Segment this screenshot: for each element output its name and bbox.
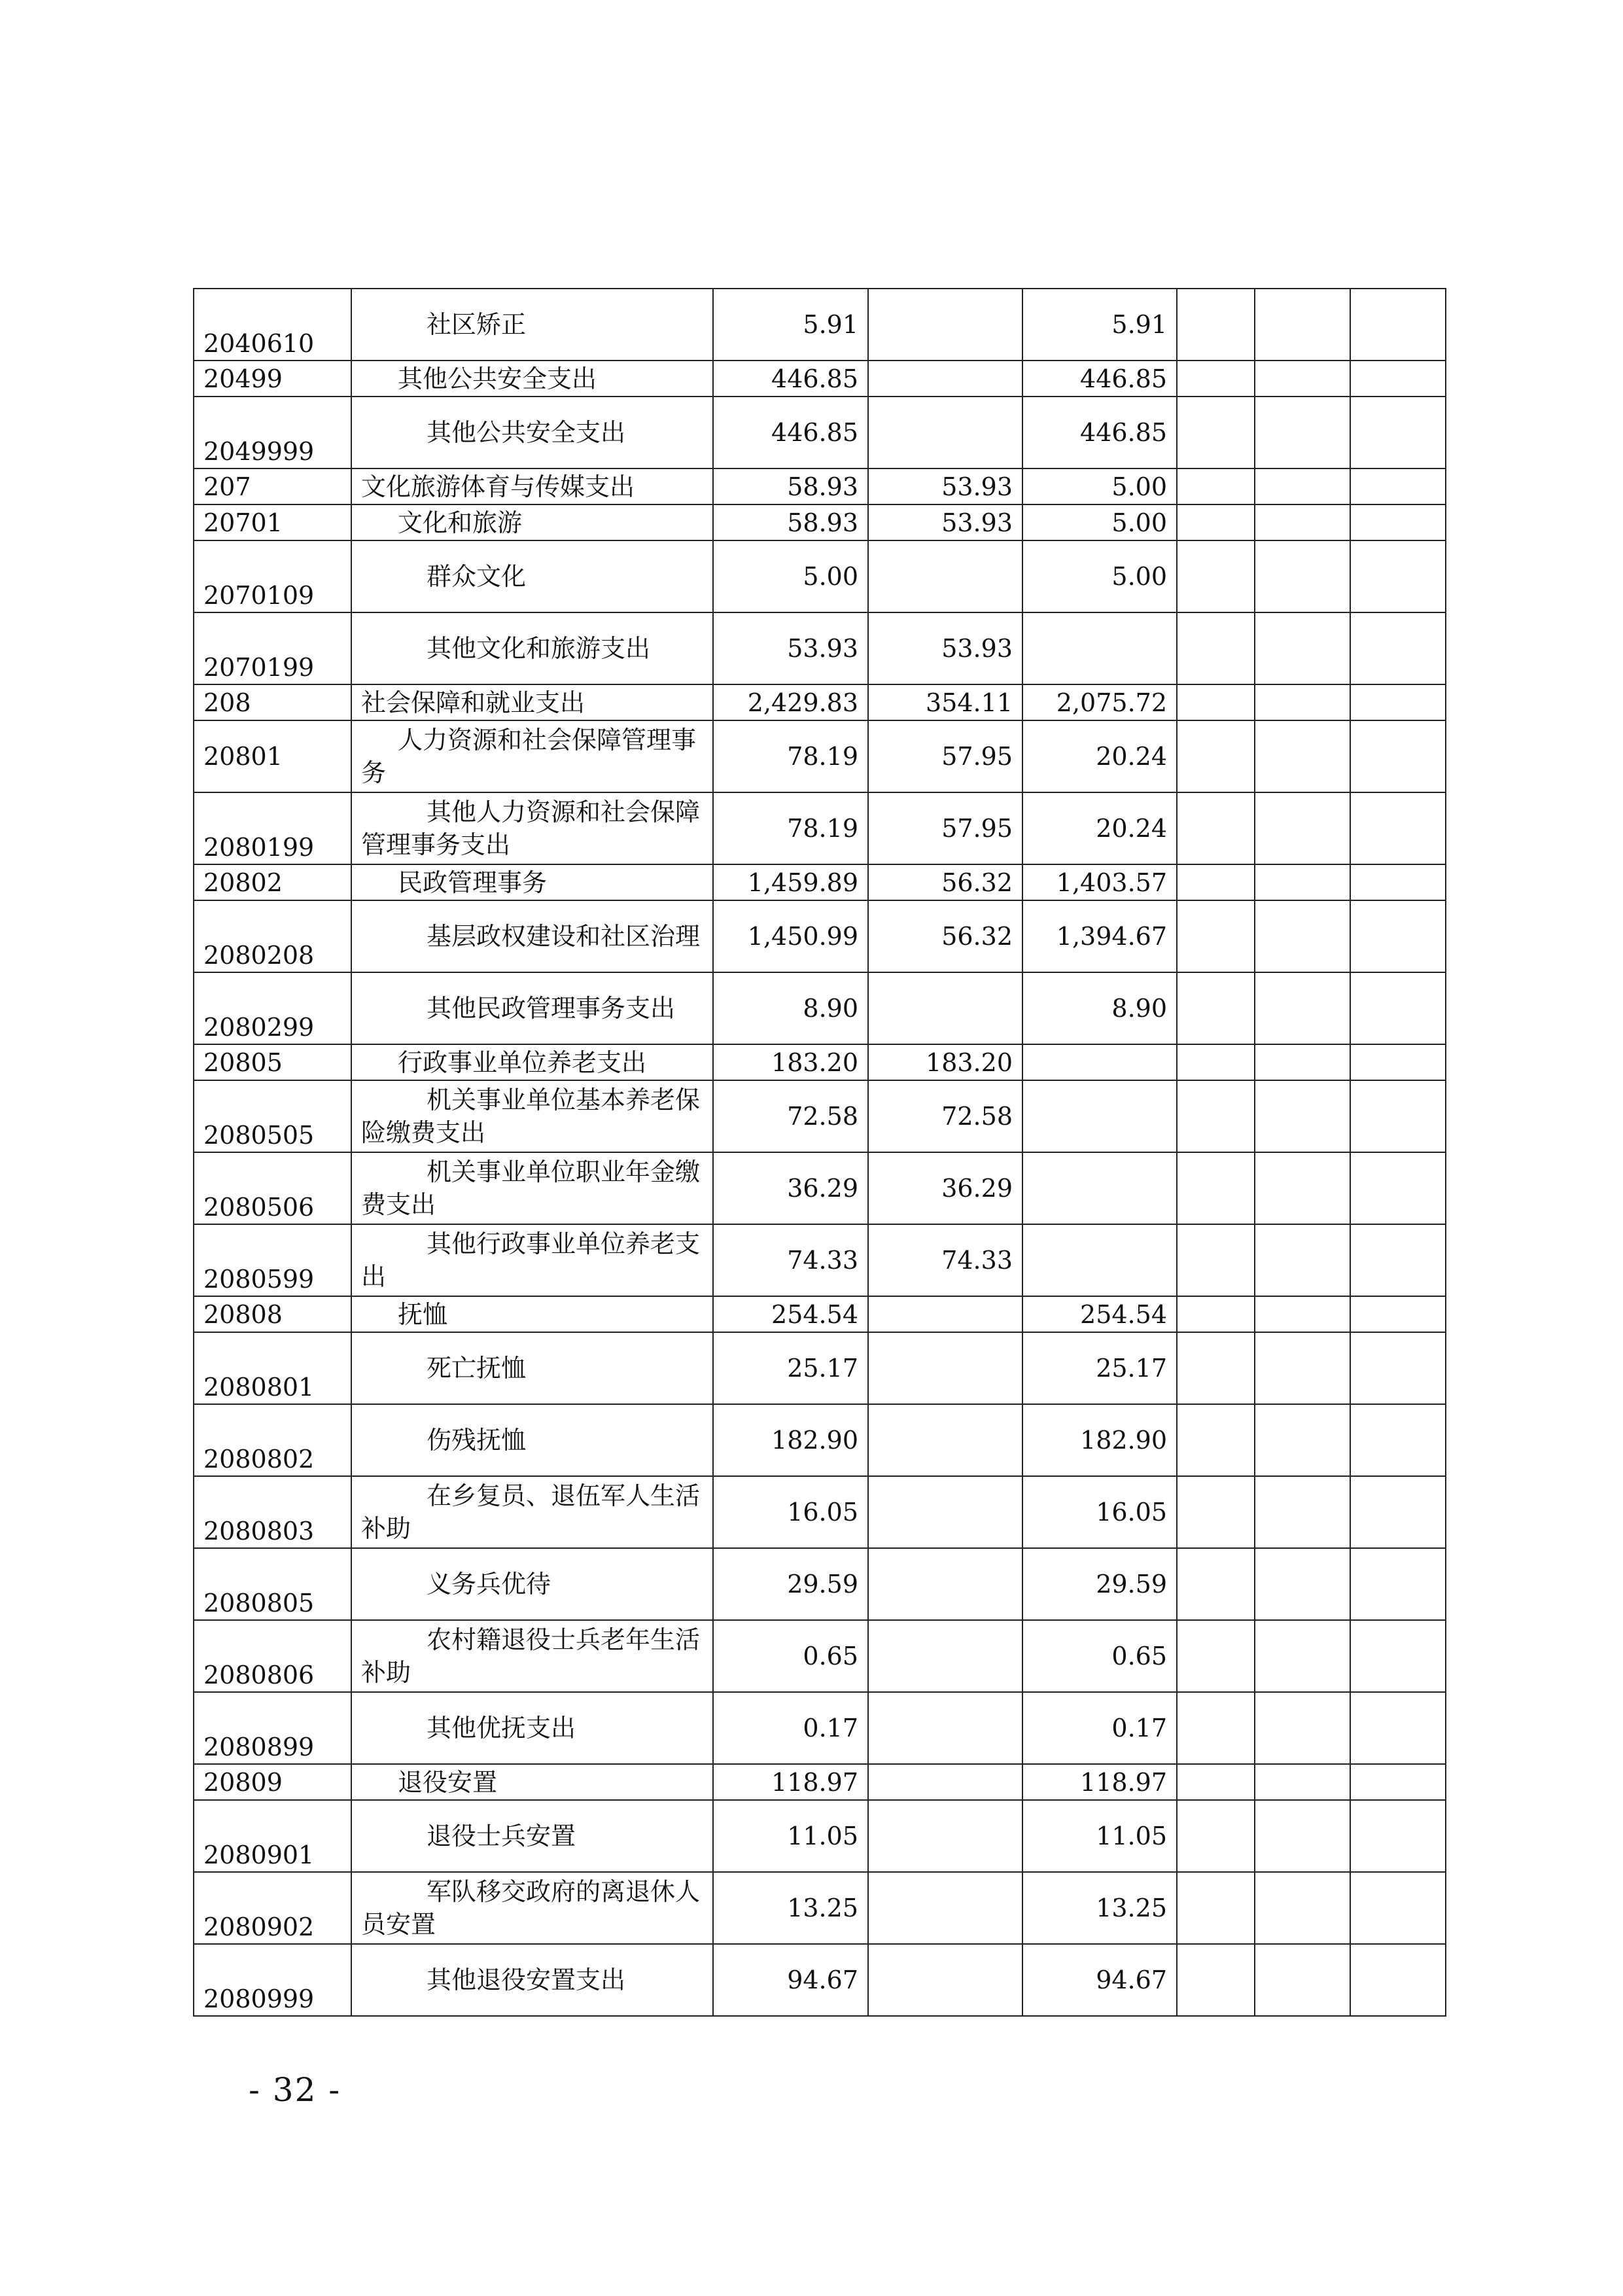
project-expenditure-cell xyxy=(1022,1224,1177,1296)
subject-code-cell: 2070109 xyxy=(194,540,351,612)
subject-code-cell: 20802 xyxy=(194,864,351,900)
empty-cell xyxy=(1255,1080,1350,1152)
empty-cell xyxy=(1350,1800,1446,1872)
table-row xyxy=(194,792,1446,864)
basic-expenditure-cell xyxy=(868,540,1022,612)
subject-code-cell: 2080999 xyxy=(194,1944,351,2016)
empty-cell xyxy=(1177,1764,1255,1800)
empty-cell xyxy=(1177,1296,1255,1332)
empty-cell xyxy=(1177,1332,1255,1404)
empty-cell xyxy=(1350,1764,1446,1800)
basic-expenditure-cell xyxy=(868,1944,1022,2016)
table-row xyxy=(194,1620,1446,1692)
empty-cell xyxy=(1350,1872,1446,1944)
subject-name-cell: 在乡复员、退伍军人生活补助 xyxy=(351,1476,713,1548)
empty-cell xyxy=(1255,504,1350,540)
basic-expenditure-cell xyxy=(868,972,1022,1044)
total-amount-cell: 182.90 xyxy=(713,1404,868,1476)
project-expenditure-cell: 20.24 xyxy=(1022,792,1177,864)
basic-expenditure-cell: 72.58 xyxy=(868,1080,1022,1152)
project-expenditure-cell: 5.00 xyxy=(1022,468,1177,504)
empty-cell xyxy=(1177,289,1255,361)
subject-name-cell: 群众文化 xyxy=(351,540,713,612)
subject-name-cell: 文化和旅游 xyxy=(351,504,713,540)
total-amount-cell: 5.91 xyxy=(713,289,868,361)
subject-name-cell: 伤残抚恤 xyxy=(351,1404,713,1476)
project-expenditure-cell: 446.85 xyxy=(1022,397,1177,468)
empty-cell xyxy=(1255,864,1350,900)
empty-cell xyxy=(1177,720,1255,792)
empty-cell xyxy=(1350,1404,1446,1476)
table-row xyxy=(194,1404,1446,1476)
table-row xyxy=(194,1332,1446,1404)
empty-cell xyxy=(1350,504,1446,540)
basic-expenditure-cell xyxy=(868,289,1022,361)
subject-name-cell: 文化旅游体育与传媒支出 xyxy=(351,468,713,504)
basic-expenditure-cell: 183.20 xyxy=(868,1044,1022,1080)
empty-cell xyxy=(1177,361,1255,397)
total-amount-cell: 0.17 xyxy=(713,1692,868,1764)
basic-expenditure-cell: 53.93 xyxy=(868,612,1022,684)
subject-name-cell: 社区矫正 xyxy=(351,289,713,361)
empty-cell xyxy=(1350,1224,1446,1296)
subject-code-cell: 2080299 xyxy=(194,972,351,1044)
subject-code-cell: 2080806 xyxy=(194,1620,351,1692)
subject-code-cell: 2040610 xyxy=(194,289,351,361)
basic-expenditure-cell xyxy=(868,1692,1022,1764)
total-amount-cell: 446.85 xyxy=(713,361,868,397)
subject-code-cell: 2080802 xyxy=(194,1404,351,1476)
table-row xyxy=(194,504,1446,540)
subject-code-cell: 2049999 xyxy=(194,397,351,468)
table-row xyxy=(194,684,1446,720)
total-amount-cell: 13.25 xyxy=(713,1872,868,1944)
empty-cell xyxy=(1350,540,1446,612)
empty-cell xyxy=(1350,1548,1446,1620)
table-row xyxy=(194,612,1446,684)
empty-cell xyxy=(1177,684,1255,720)
table-row xyxy=(194,289,1446,361)
total-amount-cell: 446.85 xyxy=(713,397,868,468)
project-expenditure-cell: 8.90 xyxy=(1022,972,1177,1044)
empty-cell xyxy=(1350,1044,1446,1080)
total-amount-cell: 1,450.99 xyxy=(713,900,868,972)
empty-cell xyxy=(1255,1764,1350,1800)
table-row xyxy=(194,1044,1446,1080)
subject-code-cell: 2080506 xyxy=(194,1152,351,1224)
total-amount-cell: 72.58 xyxy=(713,1080,868,1152)
empty-cell xyxy=(1255,1224,1350,1296)
total-amount-cell: 25.17 xyxy=(713,1332,868,1404)
empty-cell xyxy=(1255,612,1350,684)
table-row xyxy=(194,720,1446,792)
subject-name-cell: 机关事业单位职业年金缴费支出 xyxy=(351,1152,713,1224)
empty-cell xyxy=(1350,1080,1446,1152)
subject-code-cell: 2080505 xyxy=(194,1080,351,1152)
total-amount-cell: 58.93 xyxy=(713,504,868,540)
empty-cell xyxy=(1177,540,1255,612)
project-expenditure-cell: 2,075.72 xyxy=(1022,684,1177,720)
basic-expenditure-cell: 57.95 xyxy=(868,792,1022,864)
empty-cell xyxy=(1255,1404,1350,1476)
basic-expenditure-cell xyxy=(868,1620,1022,1692)
empty-cell xyxy=(1350,1620,1446,1692)
empty-cell xyxy=(1177,864,1255,900)
empty-cell xyxy=(1350,792,1446,864)
subject-name-cell: 退役士兵安置 xyxy=(351,1800,713,1872)
total-amount-cell: 254.54 xyxy=(713,1296,868,1332)
project-expenditure-cell: 0.17 xyxy=(1022,1692,1177,1764)
basic-expenditure-cell: 354.11 xyxy=(868,684,1022,720)
table-row xyxy=(194,972,1446,1044)
subject-code-cell: 20808 xyxy=(194,1296,351,1332)
basic-expenditure-cell: 56.32 xyxy=(868,864,1022,900)
empty-cell xyxy=(1255,1296,1350,1332)
subject-code-cell: 2080805 xyxy=(194,1548,351,1620)
empty-cell xyxy=(1255,1620,1350,1692)
empty-cell xyxy=(1177,468,1255,504)
empty-cell xyxy=(1255,468,1350,504)
empty-cell xyxy=(1255,684,1350,720)
subject-name-cell: 死亡抚恤 xyxy=(351,1332,713,1404)
empty-cell xyxy=(1177,1620,1255,1692)
table-row xyxy=(194,1548,1446,1620)
total-amount-cell: 29.59 xyxy=(713,1548,868,1620)
empty-cell xyxy=(1255,1800,1350,1872)
basic-expenditure-cell xyxy=(868,1800,1022,1872)
empty-cell xyxy=(1350,1152,1446,1224)
total-amount-cell: 74.33 xyxy=(713,1224,868,1296)
total-amount-cell: 53.93 xyxy=(713,612,868,684)
total-amount-cell: 11.05 xyxy=(713,1800,868,1872)
subject-name-cell: 其他民政管理事务支出 xyxy=(351,972,713,1044)
subject-name-cell: 基层政权建设和社区治理 xyxy=(351,900,713,972)
subject-name-cell: 机关事业单位基本养老保险缴费支出 xyxy=(351,1080,713,1152)
project-expenditure-cell xyxy=(1022,1152,1177,1224)
table-row xyxy=(194,1764,1446,1800)
project-expenditure-cell: 182.90 xyxy=(1022,1404,1177,1476)
subject-name-cell: 军队移交政府的离退休人员安置 xyxy=(351,1872,713,1944)
subject-name-cell: 民政管理事务 xyxy=(351,864,713,900)
basic-expenditure-cell xyxy=(868,1296,1022,1332)
empty-cell xyxy=(1350,1944,1446,2016)
empty-cell xyxy=(1255,1476,1350,1548)
basic-expenditure-cell xyxy=(868,1872,1022,1944)
subject-name-cell: 其他公共安全支出 xyxy=(351,397,713,468)
subject-name-cell: 农村籍退役士兵老年生活补助 xyxy=(351,1620,713,1692)
empty-cell xyxy=(1350,900,1446,972)
table-row xyxy=(194,361,1446,397)
total-amount-cell: 0.65 xyxy=(713,1620,868,1692)
empty-cell xyxy=(1255,1044,1350,1080)
project-expenditure-cell: 446.85 xyxy=(1022,361,1177,397)
empty-cell xyxy=(1177,1404,1255,1476)
table-row xyxy=(194,1296,1446,1332)
basic-expenditure-cell xyxy=(868,1404,1022,1476)
empty-cell xyxy=(1255,540,1350,612)
empty-cell xyxy=(1350,289,1446,361)
table-row xyxy=(194,540,1446,612)
subject-code-cell: 2080899 xyxy=(194,1692,351,1764)
empty-cell xyxy=(1255,972,1350,1044)
empty-cell xyxy=(1255,1872,1350,1944)
total-amount-cell: 94.67 xyxy=(713,1944,868,2016)
subject-code-cell: 2080208 xyxy=(194,900,351,972)
empty-cell xyxy=(1177,397,1255,468)
table-row xyxy=(194,900,1446,972)
subject-code-cell: 2080803 xyxy=(194,1476,351,1548)
subject-name-cell: 其他公共安全支出 xyxy=(351,361,713,397)
basic-expenditure-cell: 53.93 xyxy=(868,468,1022,504)
basic-expenditure-cell: 74.33 xyxy=(868,1224,1022,1296)
subject-name-cell: 人力资源和社会保障管理事务 xyxy=(351,720,713,792)
subject-code-cell: 2070199 xyxy=(194,612,351,684)
empty-cell xyxy=(1177,1044,1255,1080)
empty-cell xyxy=(1255,361,1350,397)
empty-cell xyxy=(1255,1944,1350,2016)
total-amount-cell: 58.93 xyxy=(713,468,868,504)
project-expenditure-cell: 16.05 xyxy=(1022,1476,1177,1548)
project-expenditure-cell: 29.59 xyxy=(1022,1548,1177,1620)
empty-cell xyxy=(1350,1332,1446,1404)
total-amount-cell: 118.97 xyxy=(713,1764,868,1800)
basic-expenditure-cell: 36.29 xyxy=(868,1152,1022,1224)
project-expenditure-cell: 5.91 xyxy=(1022,289,1177,361)
table-row xyxy=(194,864,1446,900)
project-expenditure-cell: 1,403.57 xyxy=(1022,864,1177,900)
subject-code-cell: 20701 xyxy=(194,504,351,540)
total-amount-cell: 36.29 xyxy=(713,1152,868,1224)
subject-name-cell: 退役安置 xyxy=(351,1764,713,1800)
basic-expenditure-cell: 53.93 xyxy=(868,504,1022,540)
project-expenditure-cell xyxy=(1022,1044,1177,1080)
project-expenditure-cell: 5.00 xyxy=(1022,540,1177,612)
subject-code-cell: 20805 xyxy=(194,1044,351,1080)
subject-code-cell: 207 xyxy=(194,468,351,504)
project-expenditure-cell xyxy=(1022,612,1177,684)
table-row xyxy=(194,1476,1446,1548)
basic-expenditure-cell xyxy=(868,361,1022,397)
table-row xyxy=(194,1080,1446,1152)
basic-expenditure-cell xyxy=(868,1332,1022,1404)
total-amount-cell: 2,429.83 xyxy=(713,684,868,720)
project-expenditure-cell: 0.65 xyxy=(1022,1620,1177,1692)
table-row xyxy=(194,1872,1446,1944)
empty-cell xyxy=(1255,289,1350,361)
empty-cell xyxy=(1177,504,1255,540)
empty-cell xyxy=(1350,1296,1446,1332)
basic-expenditure-cell xyxy=(868,1476,1022,1548)
empty-cell xyxy=(1255,397,1350,468)
subject-code-cell: 2080902 xyxy=(194,1872,351,1944)
empty-cell xyxy=(1177,612,1255,684)
table-row xyxy=(194,468,1446,504)
subject-code-cell: 20801 xyxy=(194,720,351,792)
empty-cell xyxy=(1177,1692,1255,1764)
project-expenditure-cell xyxy=(1022,1080,1177,1152)
table-row xyxy=(194,397,1446,468)
subject-name-cell: 义务兵优待 xyxy=(351,1548,713,1620)
empty-cell xyxy=(1177,972,1255,1044)
project-expenditure-cell: 94.67 xyxy=(1022,1944,1177,2016)
project-expenditure-cell: 5.00 xyxy=(1022,504,1177,540)
subject-name-cell: 其他文化和旅游支出 xyxy=(351,612,713,684)
table-row xyxy=(194,1800,1446,1872)
project-expenditure-cell: 20.24 xyxy=(1022,720,1177,792)
subject-code-cell: 20809 xyxy=(194,1764,351,1800)
total-amount-cell: 5.00 xyxy=(713,540,868,612)
table-body xyxy=(194,289,1446,2016)
empty-cell xyxy=(1255,792,1350,864)
budget-expenditure-table xyxy=(193,288,1446,2017)
empty-cell xyxy=(1255,1548,1350,1620)
subject-code-cell: 2080599 xyxy=(194,1224,351,1296)
subject-name-cell: 其他退役安置支出 xyxy=(351,1944,713,2016)
basic-expenditure-cell: 57.95 xyxy=(868,720,1022,792)
empty-cell xyxy=(1350,1476,1446,1548)
empty-cell xyxy=(1350,468,1446,504)
empty-cell xyxy=(1255,720,1350,792)
subject-code-cell: 2080901 xyxy=(194,1800,351,1872)
empty-cell xyxy=(1255,900,1350,972)
subject-name-cell: 其他人力资源和社会保障管理事务支出 xyxy=(351,792,713,864)
project-expenditure-cell: 11.05 xyxy=(1022,1800,1177,1872)
empty-cell xyxy=(1255,1152,1350,1224)
subject-code-cell: 2080199 xyxy=(194,792,351,864)
total-amount-cell: 78.19 xyxy=(713,792,868,864)
total-amount-cell: 183.20 xyxy=(713,1044,868,1080)
project-expenditure-cell: 25.17 xyxy=(1022,1332,1177,1404)
empty-cell xyxy=(1177,1152,1255,1224)
table-row xyxy=(194,1224,1446,1296)
empty-cell xyxy=(1350,864,1446,900)
empty-cell xyxy=(1350,1692,1446,1764)
empty-cell xyxy=(1350,612,1446,684)
empty-cell xyxy=(1350,361,1446,397)
subject-name-cell: 其他行政事业单位养老支出 xyxy=(351,1224,713,1296)
basic-expenditure-cell xyxy=(868,1548,1022,1620)
total-amount-cell: 1,459.89 xyxy=(713,864,868,900)
empty-cell xyxy=(1177,1944,1255,2016)
empty-cell xyxy=(1177,1872,1255,1944)
table-row xyxy=(194,1152,1446,1224)
empty-cell xyxy=(1350,720,1446,792)
basic-expenditure-cell xyxy=(868,397,1022,468)
empty-cell xyxy=(1177,1476,1255,1548)
basic-expenditure-cell: 56.32 xyxy=(868,900,1022,972)
subject-code-cell: 20499 xyxy=(194,361,351,397)
empty-cell xyxy=(1177,1224,1255,1296)
empty-cell xyxy=(1177,792,1255,864)
empty-cell xyxy=(1350,397,1446,468)
table-row xyxy=(194,1692,1446,1764)
empty-cell xyxy=(1177,1548,1255,1620)
empty-cell xyxy=(1177,1080,1255,1152)
project-expenditure-cell: 118.97 xyxy=(1022,1764,1177,1800)
empty-cell xyxy=(1177,900,1255,972)
subject-name-cell: 抚恤 xyxy=(351,1296,713,1332)
total-amount-cell: 8.90 xyxy=(713,972,868,1044)
total-amount-cell: 16.05 xyxy=(713,1476,868,1548)
project-expenditure-cell: 254.54 xyxy=(1022,1296,1177,1332)
table-row xyxy=(194,1944,1446,2016)
empty-cell xyxy=(1350,972,1446,1044)
basic-expenditure-cell xyxy=(868,1764,1022,1800)
project-expenditure-cell: 13.25 xyxy=(1022,1872,1177,1944)
project-expenditure-cell: 1,394.67 xyxy=(1022,900,1177,972)
total-amount-cell: 78.19 xyxy=(713,720,868,792)
page-number: - 32 - xyxy=(249,2071,341,2109)
subject-name-cell: 社会保障和就业支出 xyxy=(351,684,713,720)
empty-cell xyxy=(1350,684,1446,720)
subject-code-cell: 208 xyxy=(194,684,351,720)
subject-code-cell: 2080801 xyxy=(194,1332,351,1404)
subject-name-cell: 行政事业单位养老支出 xyxy=(351,1044,713,1080)
empty-cell xyxy=(1177,1800,1255,1872)
empty-cell xyxy=(1255,1332,1350,1404)
subject-name-cell: 其他优抚支出 xyxy=(351,1692,713,1764)
empty-cell xyxy=(1255,1692,1350,1764)
